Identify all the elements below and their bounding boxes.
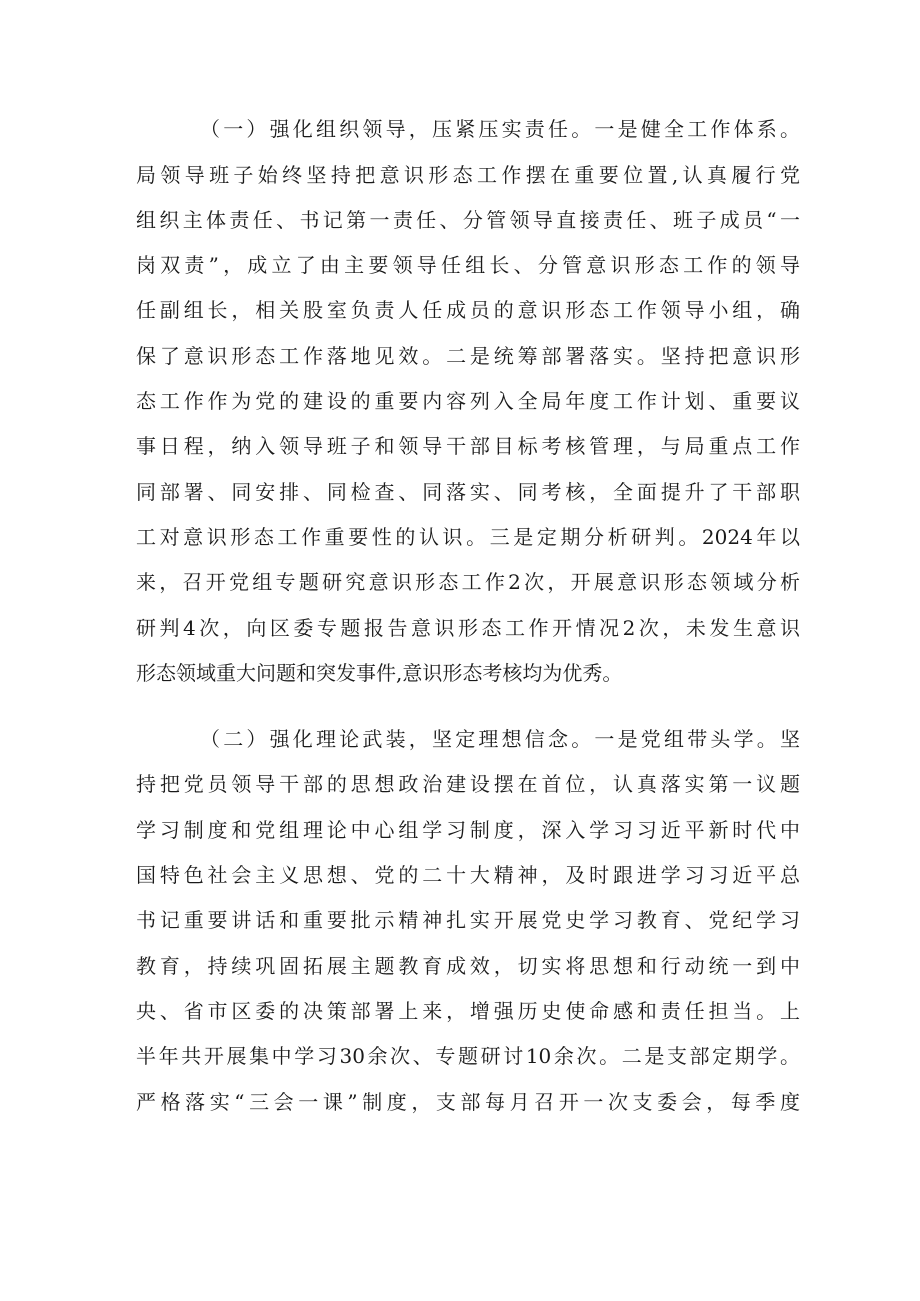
paragraph-2-line-1: （二）强化理论武装，坚定理想信念。一是党组带头学。坚 — [200, 727, 800, 751]
paragraph-2-line-6: 教育，持续巩固拓展主题教育成效，切实将思想和行动统一到中 — [136, 954, 800, 978]
paragraph-1-line-2: 局领导班子始终坚持把意识形态工作摆在重要位置,认真履行党 — [136, 163, 800, 187]
paragraph-1-line-6: 保了意识形态工作落地见效。二是统筹部署落实。坚持把意识形 — [136, 344, 800, 368]
paragraph-1-line-12: 研判4次，向区委专题报告意识形态工作开情况2次，未发生意识 — [136, 616, 800, 640]
paragraph-1-line-11: 来，召开党组专题研究意识形态工作2次，开展意识形态领域分析 — [136, 570, 800, 594]
paragraph-2-line-7: 央、省市区委的决策部署上来，增强历史使命感和责任担当。上 — [136, 999, 800, 1023]
paragraph-2-line-8: 半年共开展集中学习30余次、专题研讨10余次。二是支部定期学。 — [136, 1044, 800, 1068]
paragraph-2-line-2: 持把党员领导干部的思想政治建设摆在首位，认真落实第一议题 — [136, 772, 800, 796]
paragraph-2-line-9: 严格落实“三会一课”制度，支部每月召开一次支委会，每季度 — [136, 1090, 800, 1114]
paragraph-1-line-1: （一）强化组织领导，压紧压实责任。一是健全工作体系。 — [200, 117, 800, 141]
paragraph-1-line-4: 岗双责”，成立了由主要领导任组长、分管意识形态工作的领导 — [136, 253, 800, 277]
paragraph-1-line-13: 形态领域重大问题和突发事件,意识形态考核均为优秀。 — [136, 661, 623, 685]
paragraph-2-line-5: 书记重要讲话和重要批示精神扎实开展党史学习教育、党纪学习 — [136, 908, 800, 932]
paragraph-2-line-3: 学习制度和党组理论中心组学习制度，深入学习习近平新时代中 — [136, 818, 800, 842]
paragraph-1-line-9: 同部署、同安排、同检查、同落实、同考核，全面提升了干部职 — [136, 480, 800, 504]
paragraph-1-line-5: 任副组长，相关股室负责人任成员的意识形态工作领导小组，确 — [136, 298, 800, 322]
paragraph-1-line-3: 组织主体责任、书记第一责任、分管领导直接责任、班子成员“一 — [136, 208, 800, 232]
paragraph-1-line-7: 态工作作为党的建设的重要内容列入全局年度工作计划、重要议 — [136, 389, 800, 413]
paragraph-2-line-4: 国特色社会主义思想、党的二十大精神，及时跟进学习习近平总 — [136, 863, 800, 887]
paragraph-1-line-8: 事日程，纳入领导班子和领导干部目标考核管理，与局重点工作 — [136, 434, 800, 458]
paragraph-1-line-10: 工对意识形态工作重要性的认识。三是定期分析研判。2024年以 — [136, 525, 800, 549]
